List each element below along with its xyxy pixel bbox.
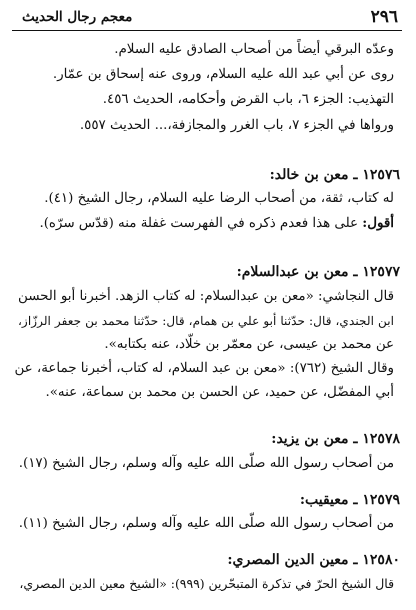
text-line: عن محمد بن عيسى، عن معمّر بن خلّاد، عنه بكتابه». xyxy=(104,337,394,352)
text-line: التهذيب: الجزء ٦، باب القرض وأحكامه، الحديث ٤٥٦. xyxy=(102,92,394,107)
page-header xyxy=(12,6,402,31)
entry-heading-12577: ١٢٥٧٧ ـ معن بن عبدالسلام: xyxy=(236,264,400,280)
note-label: أقول: xyxy=(362,215,394,231)
text-line: قال النجاشي: «معن بن عبدالسلام: له كتاب الزهد. أخبرنا أبو الحسن xyxy=(18,289,394,304)
text-line xyxy=(39,214,394,233)
note-text: على هذا فعدم ذكره في الفهرست غفلة منه (قدّس سرّه). xyxy=(39,216,363,231)
text-line: قال الشيخ الحرّ في تذكرة المتبحّرين (٩٩٩): «الشيخ معين الدين المصري، xyxy=(19,576,394,591)
entry-heading-12579: ١٢٥٧٩ ـ معيقيب: xyxy=(299,492,400,508)
entry-heading-12578: ١٢٥٧٨ ـ معن بن يزيد: xyxy=(271,431,400,447)
entry-heading-12576: ١٢٥٧٦ ـ معن بن خالد: xyxy=(269,167,400,183)
page-number: ٢٩٦ xyxy=(370,7,398,27)
text-line: ورواها في الجزء ٧، باب الغرر والمجازفة،... الحديث ٥٥٧. xyxy=(79,118,394,133)
text-line: وعدّه البرقي أيضاً من أصحاب الصادق عليه السلام. xyxy=(114,42,394,57)
text-line: من أصحاب رسول الله صلّى الله عليه وآله وسلم، رجال الشيخ (١٧). xyxy=(18,456,394,471)
text-line: له كتاب، ثقة، من أصحاب الرضا عليه السلام، رجال الشيخ (٤١). xyxy=(44,191,394,206)
book-title: معجم رجال الحديث xyxy=(22,9,133,25)
text-line: وقال الشيخ (٧٦٢): «معن بن عبد السلام، له كتاب، أخبرنا جماعة، عن xyxy=(14,361,394,376)
entry-heading-12580: ١٢٥٨٠ ـ معين الدين المصري: xyxy=(227,552,400,568)
text-line: من أصحاب رسول الله صلّى الله عليه وآله وسلم، رجال الشيخ (١١). xyxy=(18,516,394,531)
text-line: روى عن أبي عبد الله عليه السلام، وروى عنه إسحاق بن عمّار. xyxy=(52,67,394,82)
text-line: ابن الجندي، قال: حدّثنا أبو علي بن همام، قال: حدّثنا محمد بن جعفر الرزّاز، xyxy=(18,314,394,328)
text-line: أبي المفضّل، عن حميد، عن الحسن بن محمد بن سماعة، عنه». xyxy=(45,385,394,400)
